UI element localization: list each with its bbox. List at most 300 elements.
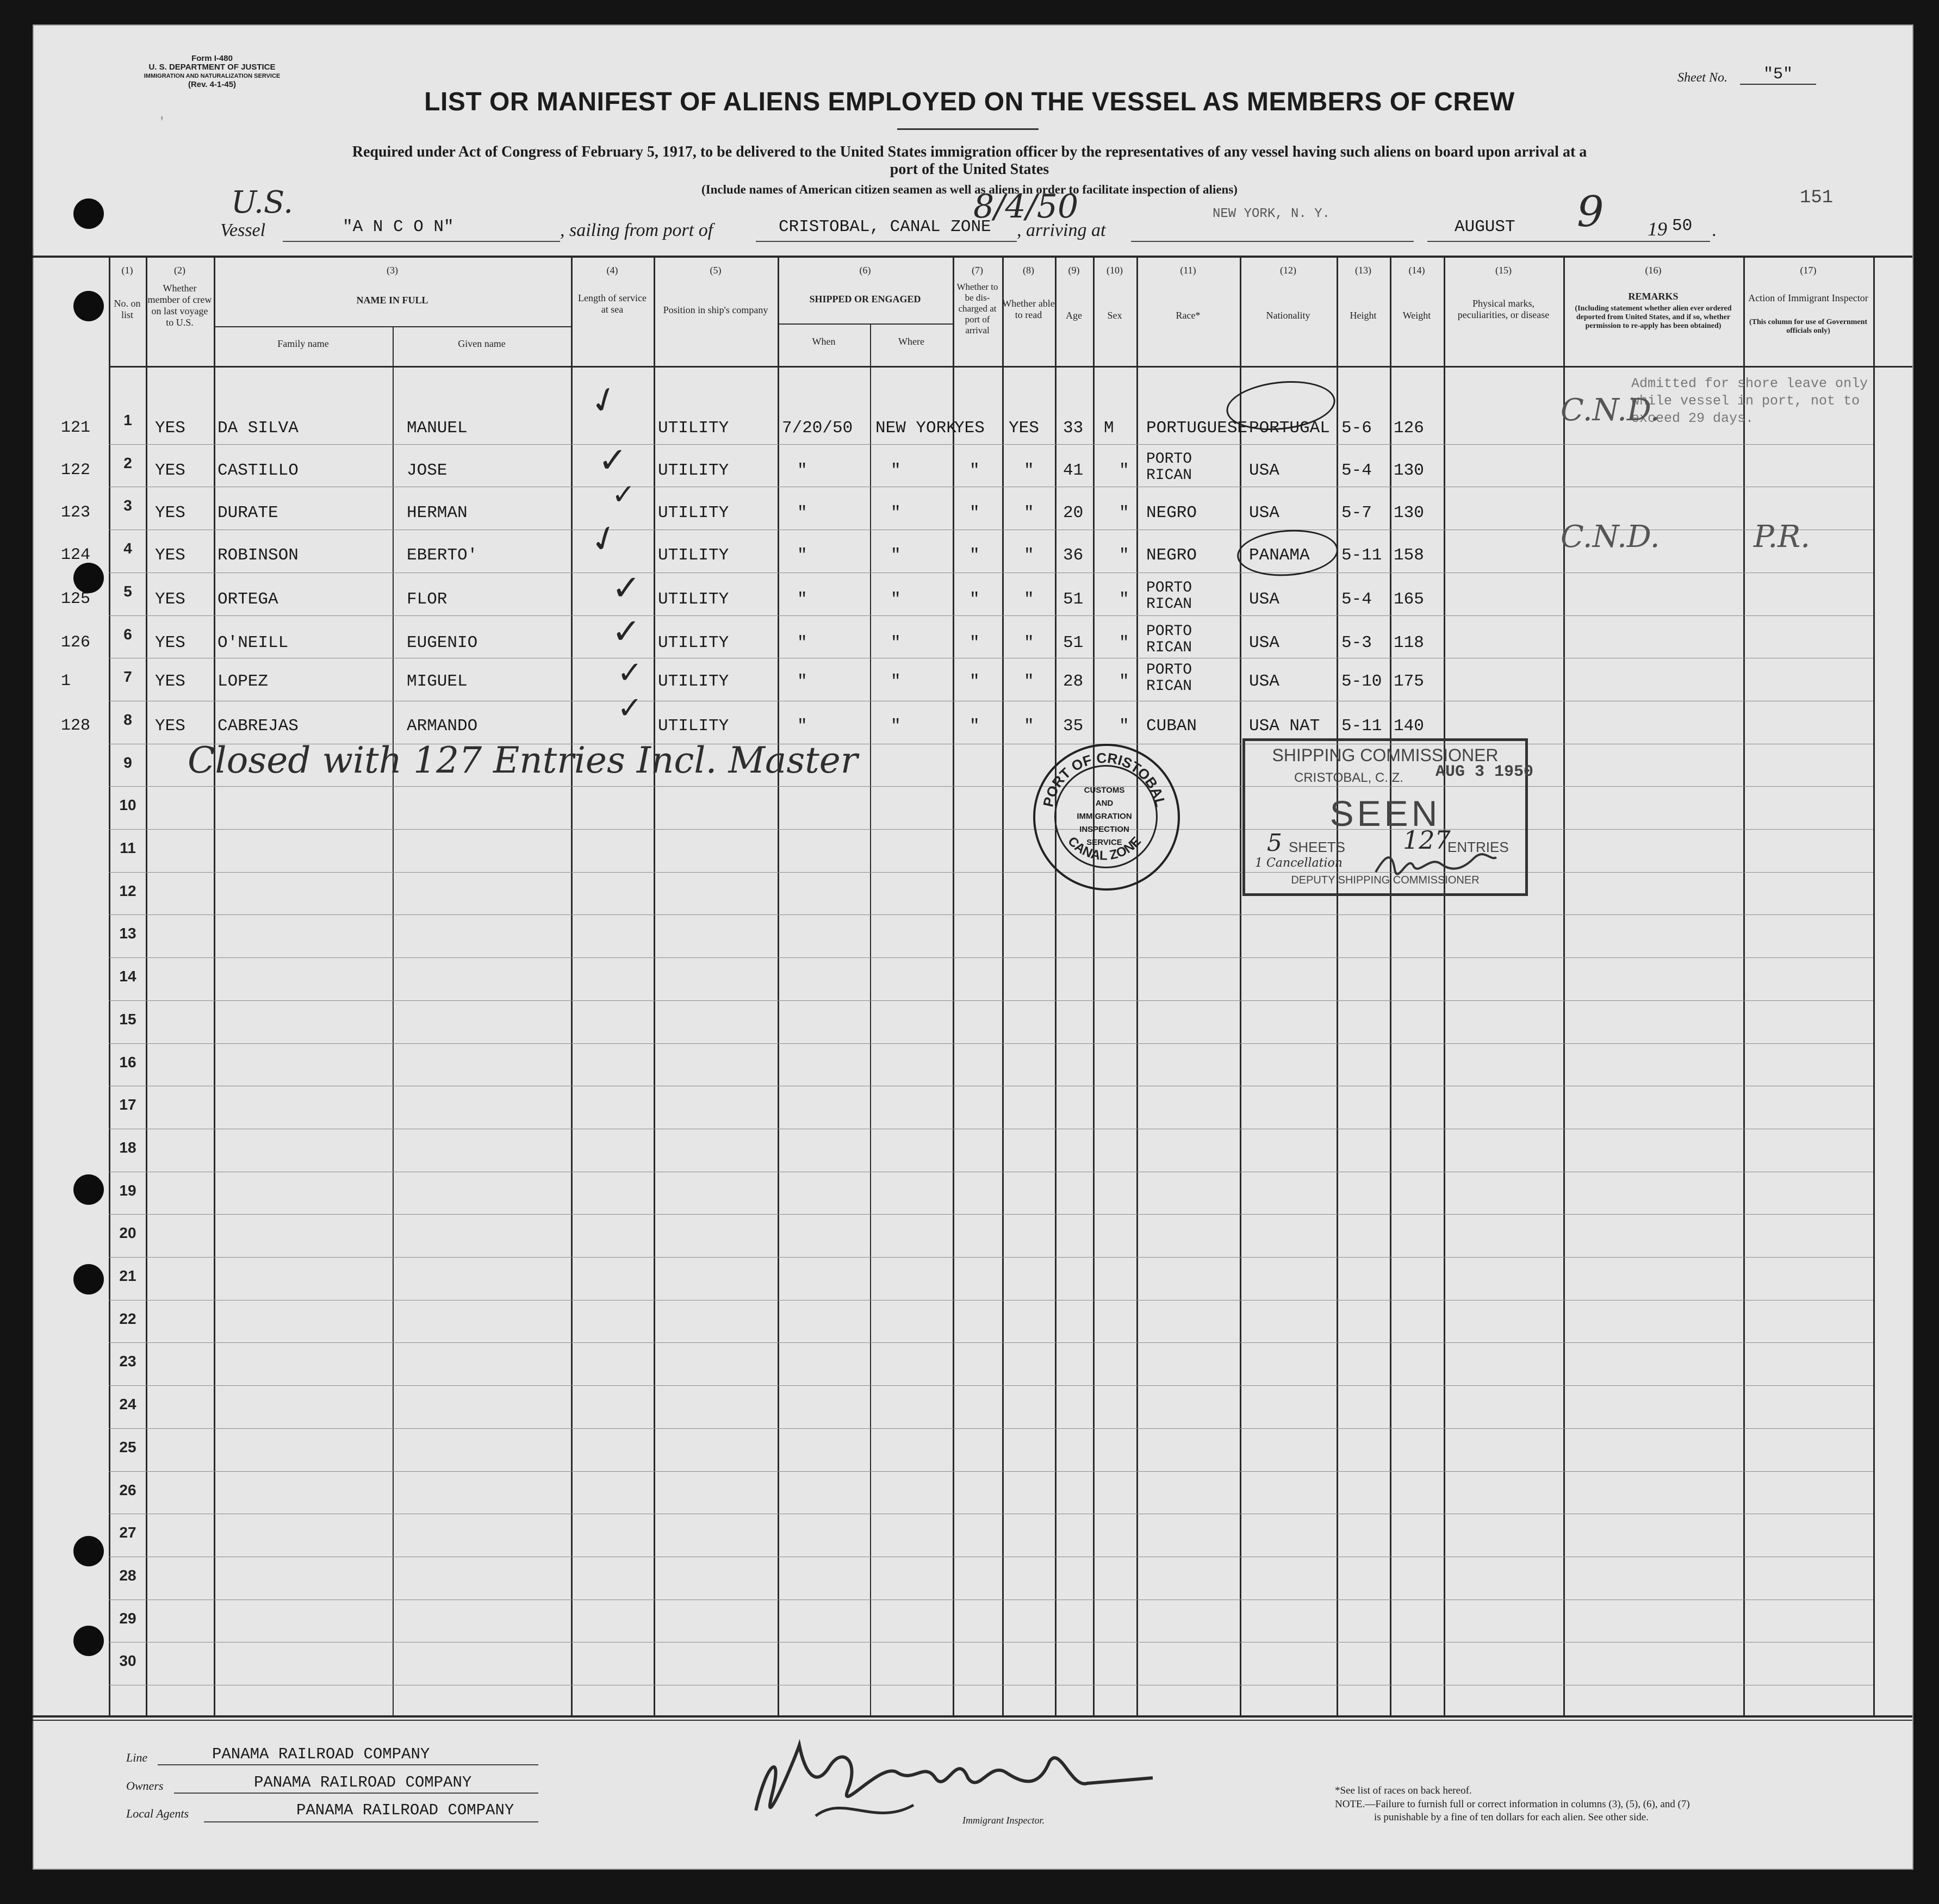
col-line [146,256,147,1715]
col-header-height: Height [1350,310,1377,321]
vessel-label: Vessel [220,220,266,240]
col17-number: (17) [1800,265,1817,276]
cell-discharged: " [970,633,980,652]
margin-number: 122 [61,461,91,480]
col-line [1055,256,1056,1715]
cell-where: " [891,672,901,691]
penalty-note-line2: is punishable by a fine of ten dollars for each alien. See other side. [1374,1812,1649,1823]
col5-number: (5) [710,265,722,276]
col-line [1743,256,1745,1715]
checkmark-icon: ✓ [598,440,627,481]
margin-number: 125 [61,590,91,608]
cell-age: 28 [1063,672,1084,691]
cell-discharged: " [970,672,980,691]
cell-weight: 118 [1394,633,1424,652]
checkmark-icon: ✓ [617,690,643,726]
vessel-name: "A N C O N" [343,217,454,237]
row-rule [109,1300,1873,1301]
punch-hole [73,291,104,321]
cell-weight: 175 [1394,672,1424,691]
cell-age: 20 [1063,503,1084,522]
cell-race2: RICAN [1146,596,1192,613]
col-header-remarks: REMARKS [1628,291,1679,302]
stamp-outer-top: PORT OF CRISTOBAL [1040,749,1169,808]
punch-hole [73,1174,104,1205]
col-header-discharged: Whether to be dis-charged at port of arrival [956,282,998,335]
form-identification [103,54,321,89]
cell-weight: 140 [1394,717,1424,736]
margin-number: 1 [61,672,71,690]
cell-given: EUGENIO [407,633,478,652]
col-header-physical-marks: Physical marks, peculiarities, or disease [1457,298,1550,320]
cell-given: HERMAN [407,503,468,522]
stamp-entries-label: ENTRIES [1447,839,1509,855]
line-number: 15 [119,1010,136,1028]
cell-height: 5-6 [1341,419,1372,438]
penalty-note-line1: NOTE.—Failure to furnish full or correct information in columns (3), (5), (6), and (7) [1335,1799,1690,1810]
table-bottom-border2 [33,1720,1912,1721]
cell-given: MANUEL [407,419,468,438]
col-header-given-name: Given name [458,338,506,349]
line-number: 26 [119,1481,136,1498]
stamp-inner-line: SERVICE [1086,838,1122,847]
line-number: 18 [119,1138,136,1156]
cell-family: DA SILVA [217,419,299,438]
row-rule [109,786,1873,787]
cell-read: " [1024,461,1034,480]
port-of-cristobal-stamp [1033,744,1180,891]
line-number: 28 [119,1566,136,1584]
arrival-month: AUGUST [1455,217,1515,237]
col-header-no-on-list: No. on list [114,298,141,320]
col-header-length-of-service: Length of service at sea [578,293,647,315]
cell-discharged: " [970,461,980,480]
cell-weight: 130 [1394,503,1424,522]
cell-family: LOPEZ [217,672,269,691]
col4-number: (4) [606,265,618,276]
cell-family: ROBINSON [217,546,299,565]
year-period: . [1712,220,1717,240]
service-name: IMMIGRATION AND NATURALIZATION SERVICE [144,73,281,79]
col-line [1337,256,1338,1715]
cell-nationality: USA [1249,461,1279,480]
line-number: 30 [119,1652,136,1670]
col-header-inspector-note: (This column for use of Government officials only) [1749,318,1868,335]
cell-read: " [1024,503,1034,522]
stamp-inner-line: INSPECTION [1079,825,1129,834]
table-top-border [33,256,1912,258]
cell-where: " [891,633,901,652]
cell-discharged: " [970,546,980,565]
cell-sex: " [1119,633,1129,652]
remark-cnd-1: C.N.D. [1561,393,1660,428]
row-rule [109,1214,1873,1215]
cell-given: JOSE [407,461,448,480]
cell-family: CASTILLO [217,461,299,480]
cell-sex: " [1119,461,1129,480]
row-rule [109,444,1873,445]
cell-read: " [1024,633,1034,652]
stamp-box-place: CRISTOBAL, C. Z. [1294,770,1403,785]
col-line [1390,256,1391,1715]
col-header-able-to-read: Whether able to read [1002,298,1055,320]
cell-where: NEW YORK [875,419,956,438]
cell-height: 5-4 [1341,461,1372,480]
col-line [1444,256,1445,1715]
remarks-line: while vessel in port, not to [1631,393,1860,409]
col13-number: (13) [1355,265,1371,276]
shipped-subheader-line [778,323,953,325]
stamp-outer-bottom: CANAL ZONE [1065,833,1144,863]
stamp-box-date: AUG 3 1950 [1435,763,1534,781]
cell-family: CABREJAS [217,717,299,736]
cell-race2: RICAN [1146,678,1192,695]
checkmark-icon: ✓ [612,568,641,608]
punch-hole [73,198,104,229]
row-rule [109,1342,1873,1343]
footer-owners-value: PANAMA RAILROAD COMPANY [254,1774,472,1791]
cell-voyage: YES [155,503,185,522]
remarks-typed [1631,375,1868,427]
subtitle-line1: Required under Act of Congress of February 5, 1917, to be delivered to the United States immigration officer by the representatives of any vessel having such aliens on board upon arrival at a [352,144,1587,160]
cell-sex: M [1104,419,1114,438]
row-rule [109,872,1873,873]
page-number: 151 [1800,188,1834,208]
col6-number: (6) [859,265,871,276]
col-header-name-in-full: NAME IN FULL [356,295,428,306]
col-line [1093,256,1095,1715]
cell-family: ORTEGA [217,590,278,609]
cell-race1: PORTO [1146,623,1192,640]
cell-read: YES [1009,419,1039,438]
arriving-underline [1131,241,1414,242]
col-header-race: Race* [1176,310,1201,321]
remark-cnd-2: C.N.D. [1561,519,1660,555]
row-rule [109,1043,1873,1044]
inspector-signature-icon [734,1729,1158,1832]
form-revision: (Rev. 4-1-45) [188,80,237,89]
line-number: 27 [119,1524,136,1541]
col7-number: (7) [972,265,983,276]
cell-where: " [891,590,901,609]
line-number: 12 [119,882,136,899]
stamp-inner-text [1035,784,1173,849]
year-prefix: 19 [1648,218,1667,240]
footer-line-rule [158,1764,538,1765]
footer-owners-rule [174,1793,538,1794]
footer-line-value: PANAMA RAILROAD COMPANY [212,1745,430,1763]
col-header-when: When [812,336,836,347]
cell-height: 5-7 [1341,503,1372,522]
col-line [109,256,110,1715]
cell-nationality: PORTUGAL [1249,419,1330,438]
cell-sex: " [1119,590,1129,609]
col-line [393,326,394,1715]
cell-where: " [891,503,901,522]
cell-position: UTILITY [658,633,729,652]
cell-voyage: YES [155,419,185,438]
col-header-where: Where [898,336,924,347]
col-header-remarks-note: (Including statement whether alien ever ordered deported from United States, and if so, whether permission to re-apply has been obtained) [1575,304,1732,330]
page-title: LIST OR MANIFEST OF ALIENS EMPLOYED ON THE VESSEL AS MEMBERS OF CREW [424,88,1515,116]
cell-where: " [891,461,901,480]
cell-where: " [891,546,901,565]
punch-hole [73,1536,104,1566]
cell-when: " [797,546,807,565]
col11-number: (11) [1180,265,1196,276]
stamp-note: 1 Cancellation [1255,856,1343,870]
footer-agents-rule [204,1821,538,1822]
cell-when: " [797,717,807,736]
title-rule [897,128,1039,130]
line-number: 9 [123,754,132,771]
cell-discharged: YES [954,419,985,438]
col8-number: (8) [1023,265,1034,276]
arrival-day: 9 [1577,188,1604,237]
inspector-action-pr: P.R. [1754,519,1811,555]
cell-age: 51 [1063,633,1084,652]
col-header-family-name: Family name [277,338,329,349]
stamp-inner-line: CUSTOMS [1084,786,1125,795]
cell-height: 5-4 [1341,590,1372,609]
handwritten-date: 8/4/50 [973,188,1079,226]
line-number: 7 [123,668,132,686]
line-number: 22 [119,1310,136,1327]
races-note: *See list of races on back hereof. [1335,1785,1472,1796]
stamp-box-footer: DEPUTY SHIPPING COMMISSIONER [1291,874,1480,886]
cell-voyage: YES [155,546,185,565]
cell-voyage: YES [155,461,185,480]
cell-position: UTILITY [658,503,729,522]
cell-position: UTILITY [658,590,729,609]
punch-hole [73,1626,104,1656]
cell-weight: 130 [1394,461,1424,480]
line-number: 19 [119,1181,136,1199]
col-line [1136,256,1138,1715]
cell-position: UTILITY [658,419,729,438]
cell-position: UTILITY [658,461,729,480]
sailing-label: , sailing from port of [560,220,713,240]
cell-when: " [797,633,807,652]
cell-voyage: YES [155,717,185,736]
cell-sex: " [1119,503,1129,522]
line-number: 3 [123,497,132,514]
col10-number: (10) [1107,265,1123,276]
cell-nationality: USA NAT [1249,717,1320,736]
cell-age: 41 [1063,461,1084,480]
department-name: U. S. DEPARTMENT OF JUSTICE [148,63,276,72]
cell-where: " [891,717,901,736]
cell-race1: PORTUGUESE [1146,419,1248,438]
sailing-port: CRISTOBAL, CANAL ZONE [779,217,991,237]
line-number: 16 [119,1053,136,1071]
stamp-sheets-label: SHEETS [1289,839,1346,855]
cell-weight: 165 [1394,590,1424,609]
line-number: 21 [119,1267,136,1284]
col-line [1240,256,1241,1715]
footer-owners-label: Owners [126,1779,164,1793]
cell-nationality: PANAMA [1249,546,1310,565]
cell-race1: PORTO [1146,451,1192,468]
punch-hole [73,563,104,593]
cell-read: " [1024,672,1034,691]
cell-nationality: USA [1249,590,1279,609]
cell-age: 51 [1063,590,1084,609]
col-line [214,256,215,1715]
year-suffix: 50 [1672,216,1693,235]
cell-discharged: " [970,590,980,609]
cell-when: " [797,590,807,609]
col-header-nationality: Nationality [1266,310,1310,321]
cell-race1: NEGRO [1146,503,1197,522]
footer-agents-label: Local Agents [126,1807,189,1820]
col-header-sex: Sex [1107,310,1122,321]
col-line [571,256,573,1715]
footer-line-label: Line [126,1751,148,1764]
cell-family: DURATE [217,503,278,522]
line-number: 23 [119,1353,136,1370]
cell-voyage: YES [155,633,185,652]
row-rule [109,1000,1873,1001]
stamp-inner-line: IMMIGRATION [1077,812,1132,821]
col-header-weight: Weight [1402,310,1431,321]
cell-position: UTILITY [658,717,729,736]
cell-race2: RICAN [1146,639,1192,656]
footer-agents-value: PANAMA RAILROAD COMPANY [296,1801,514,1819]
shipping-commissioner-stamp [1242,738,1534,896]
line-number: 11 [120,839,136,856]
cell-nationality: USA [1249,633,1279,652]
punch-hole [73,1264,104,1295]
margin-number: 124 [61,546,91,564]
remarks-line: Admitted for shore leave only [1631,376,1868,391]
cell-age: 35 [1063,717,1084,736]
cell-nationality: USA [1249,672,1279,691]
cell-when: 7/20/50 [782,419,853,438]
cell-family: O'NEILL [217,633,289,652]
col16-number: (16) [1645,265,1662,276]
stamp-box-title: SHIPPING COMMISSIONER [1272,745,1499,765]
arriving-label: , arriving at [1017,220,1106,240]
margin-number: 121 [61,419,91,437]
cell-given: ARMANDO [407,717,478,736]
cell-race2: RICAN [1146,467,1192,484]
cell-given: FLOR [407,590,448,609]
cell-sex: " [1119,717,1129,736]
col12-number: (12) [1280,265,1296,276]
cell-when: " [797,503,807,522]
line-number: 5 [123,582,132,600]
date-underline [1427,241,1710,242]
cell-height: 5-11 [1341,717,1382,736]
line-number: 20 [119,1224,136,1242]
col-header-shipped-engaged: SHIPPED OR ENGAGED [809,294,921,304]
port-underline [756,241,1017,242]
cell-voyage: YES [155,590,185,609]
cell-height: 5-3 [1341,633,1372,652]
vessel-handwritten-prefix: U.S. [231,185,294,220]
subtitle-line3: (Include names of American citizen seamen as well as aliens in order to facilitate inspection of aliens) [701,183,1238,196]
line-number: 8 [123,711,132,728]
cell-position: UTILITY [658,546,729,565]
cell-race1: PORTO [1146,662,1192,679]
arriving-port: NEW YORK, N. Y. [1213,207,1331,221]
cell-nationality: USA [1249,503,1279,522]
margin-number: 126 [61,633,91,652]
cell-age: 36 [1063,546,1084,565]
stamp-sheets-count: 5 [1267,829,1282,857]
checkmark-icon: ✓ [583,377,625,425]
cell-read: " [1024,590,1034,609]
line-number: 29 [119,1609,136,1627]
col-line [1002,256,1004,1715]
stamp-inner-line: AND [1095,799,1114,808]
table-header-border [109,366,1912,368]
col3-number: (3) [387,265,398,276]
subtitle-line2: port of the United States [890,161,1049,178]
cell-given: MIGUEL [407,672,468,691]
col-header-age: Age [1066,310,1082,321]
line-number: 6 [123,625,132,643]
col9-number: (9) [1068,265,1080,276]
stamp-box-seen: SEEN [1329,793,1441,833]
checkmark-icon: ✓ [583,515,625,563]
col2-number: (2) [174,265,185,276]
col14-number: (14) [1408,265,1425,276]
cell-when: " [797,461,807,480]
table-bottom-border [33,1715,1912,1718]
cell-discharged: " [970,717,980,736]
col-header-position: Position in ship's company [663,304,768,315]
cell-read: " [1024,546,1034,565]
cell-position: UTILITY [658,672,729,691]
checkmark-icon: ✓ [612,612,641,652]
cell-race1: CUBAN [1146,717,1197,736]
cell-when: " [797,672,807,691]
line-number: 14 [119,968,136,985]
col-line [1873,256,1875,1715]
cell-race1: PORTO [1146,580,1192,596]
col-line [953,256,954,1715]
line-number: 10 [119,797,136,814]
cell-weight: 126 [1394,419,1424,438]
col15-number: (15) [1495,265,1512,276]
col-line [1563,256,1565,1715]
cell-read: " [1024,717,1034,736]
cell-discharged: " [970,503,980,522]
row-rule [109,914,1873,915]
name-subheader-line [214,326,571,327]
line-number: 4 [123,540,132,557]
cell-given: EBERTO' [407,546,478,565]
remarks-line: exceed 29 days. [1631,410,1754,426]
vessel-underline [283,241,560,242]
row-rule [109,957,1873,958]
line-number: 13 [119,925,136,942]
row-rule [109,1471,1873,1472]
col-line [870,323,871,1715]
cell-race1: NEGRO [1146,546,1197,565]
margin-mark: ' [160,113,164,131]
line-number: 1 [123,412,132,428]
cell-age: 33 [1063,419,1084,438]
sheet-number-value: "5" [1740,65,1816,85]
row-rule [109,1428,1873,1429]
row-rule [109,615,1873,616]
closing-note: Closed with 127 Entries Incl. Master [188,739,858,781]
margin-number: 128 [61,717,91,735]
line-number: 2 [123,454,132,471]
